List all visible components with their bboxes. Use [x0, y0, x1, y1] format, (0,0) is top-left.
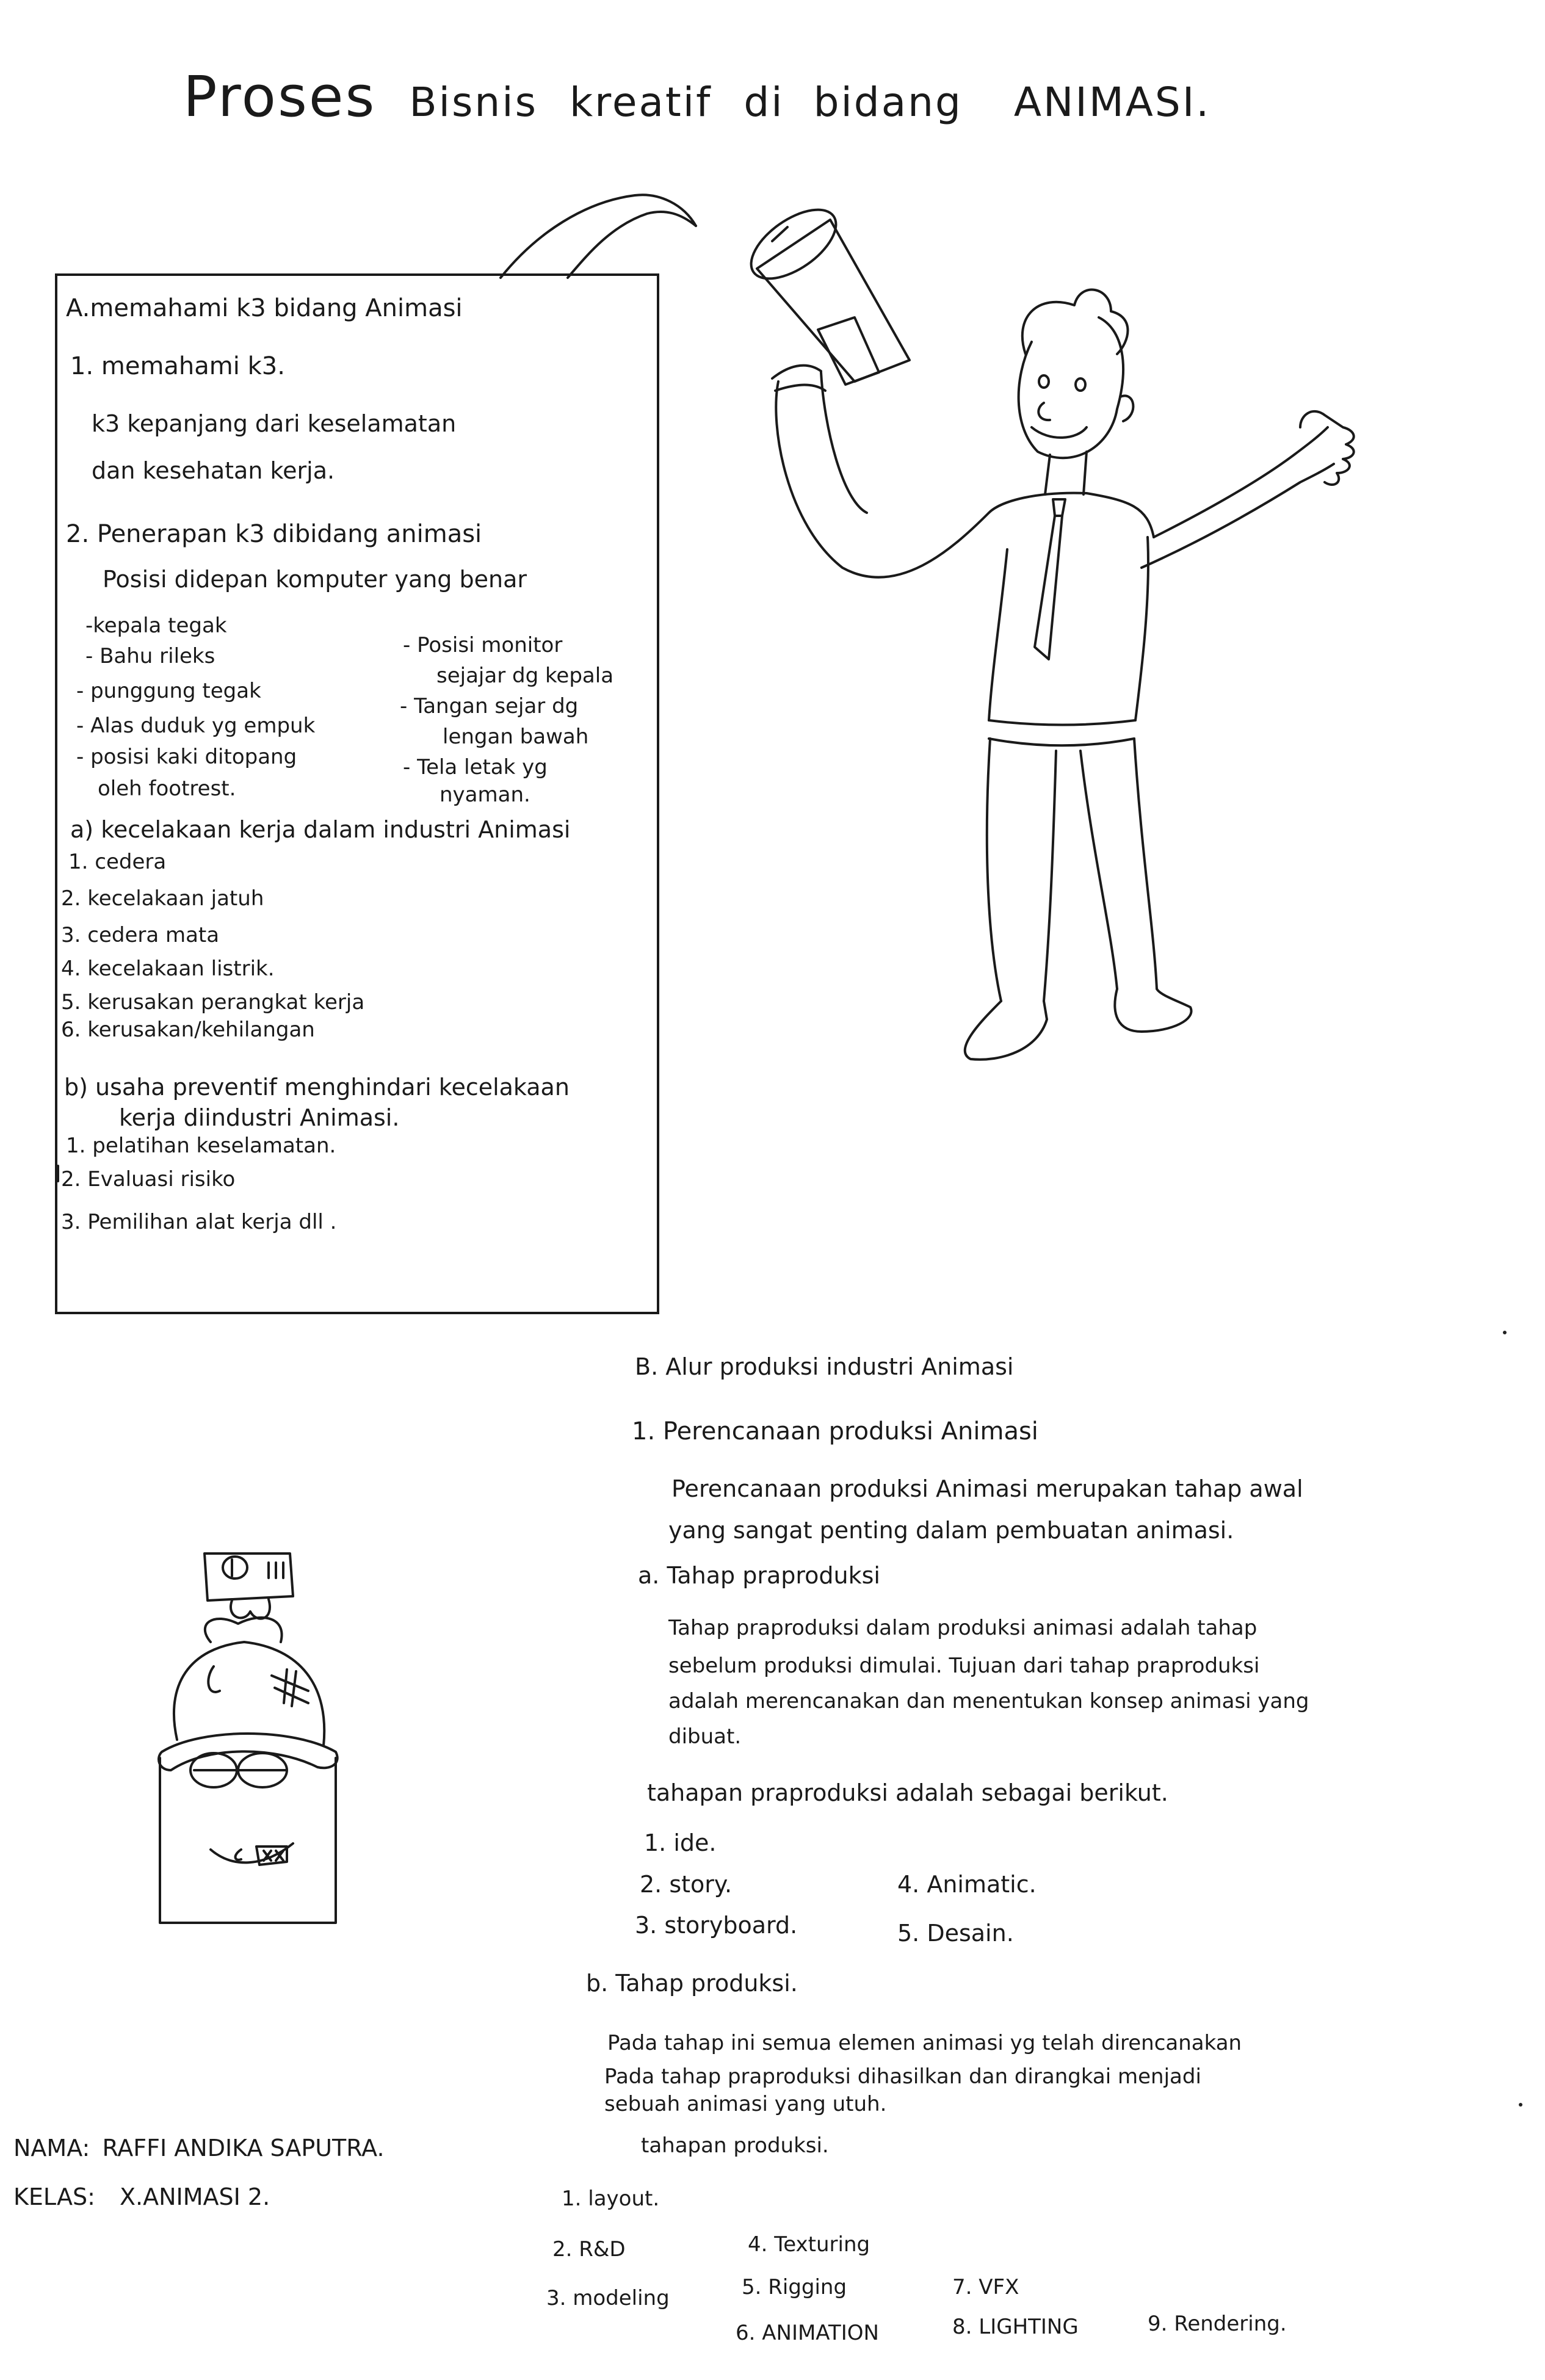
- prevention-item: 1. pelatihan keselamatan.: [66, 1134, 336, 1158]
- production-stages-line: tahapan produksi.: [641, 2133, 829, 2158]
- person-with-megaphone: [740, 196, 1354, 1059]
- planning-line2: yang sangat penting dalam pembuatan animasi.: [668, 1517, 1234, 1544]
- preproduction-line4: dibuat.: [668, 1724, 742, 1749]
- posture-left-item: - Bahu rileks: [85, 644, 215, 668]
- accident-item: 5. kerusakan perangkat kerja: [61, 990, 365, 1015]
- production-line3: sebuah animasi yang utuh.: [604, 2092, 887, 2116]
- section-b-heading: B. Alur produksi industri Animasi: [635, 1353, 1014, 1380]
- posture-right-item: lengan bawah: [443, 725, 589, 749]
- title-word-kreatif: kreatif: [569, 79, 712, 126]
- production-line2: Pada tahap praproduksi dihasilkan dan dirangkai menjadi: [604, 2064, 1201, 2089]
- preproduction-stages-line: tahapan praproduksi adalah sebagai berikut.: [647, 1779, 1168, 1806]
- posture-subheading: Posisi didepan komputer yang benar: [103, 566, 527, 593]
- prevention-heading-line1: b) usaha preventif menghindari kecelakaan: [64, 1074, 570, 1101]
- preproduction-heading: a. Tahap praproduksi: [638, 1562, 880, 1589]
- title-word-animasi: ANIMASI.: [1013, 79, 1211, 126]
- posture-left-item: - posisi kaki ditopang: [76, 745, 297, 769]
- posture-left-item: - Alas duduk yg empuk: [76, 714, 316, 738]
- preproduction-line3: adalah merencanakan dan menentukan konsep animasi yang: [668, 1689, 1309, 1713]
- production-stage: 1. layout.: [562, 2186, 660, 2211]
- accident-item: 3. cedera mata: [61, 923, 220, 947]
- class-label: KELAS:: [13, 2183, 95, 2210]
- posture-left-item: oleh footrest.: [98, 776, 236, 801]
- posture-left-item: -kepala tegak: [85, 613, 227, 638]
- accident-item: 4. kecelakaan listrik.: [61, 957, 275, 981]
- stray-dot: [1519, 2103, 1522, 2107]
- preproduction-line1: Tahap praproduksi dalam produksi animasi adalah tahap: [668, 1616, 1257, 1640]
- posture-left-item: - punggung tegak: [76, 679, 261, 703]
- posture-right-item: - Tela letak yg: [403, 755, 548, 779]
- production-stage: 7. VFX: [952, 2275, 1019, 2299]
- title-word-proses: Proses: [183, 64, 377, 129]
- accident-item: 6. kerusakan/kehilangan: [61, 1018, 315, 1042]
- production-stage: 4. Texturing: [748, 2232, 870, 2257]
- title-word-bisnis: Bisnis: [409, 79, 538, 126]
- posture-right-item: sejajar dg kepala: [436, 664, 614, 688]
- posture-right-item: - Posisi monitor: [403, 633, 563, 657]
- accident-item: 1. cedera: [68, 850, 167, 874]
- posture-right-item: - Tangan sejar dg: [400, 694, 579, 718]
- k3-definition-line2: dan kesehatan kerja.: [92, 457, 335, 484]
- production-stage: 9. Rendering.: [1148, 2312, 1287, 2336]
- production-stage: 2. R&D: [552, 2237, 626, 2262]
- production-stage: 5. Rigging: [742, 2275, 847, 2299]
- prevention-item: 2. Evaluasi risiko: [61, 1167, 236, 1192]
- title-word-di: di: [744, 79, 784, 126]
- k3-definition-line1: k3 kepanjang dari keselamatan: [92, 410, 457, 437]
- accident-heading: a) kecelakaan kerja dalam industri Animasi: [70, 816, 571, 843]
- prevention-item: 3. Pemilihan alat kerja dll .: [61, 1210, 337, 1234]
- bottle-character: [159, 1554, 338, 1923]
- name-label: NAMA:: [13, 2135, 90, 2161]
- production-line1: Pada tahap ini semua elemen animasi yg telah direncanakan: [607, 2031, 1242, 2055]
- prevention-heading-line2: kerja diindustri Animasi.: [119, 1104, 400, 1131]
- preproduction-line2: sebelum produksi dimulai. Tujuan dari tahap praproduksi: [668, 1654, 1260, 1678]
- class-value: X.ANIMASI 2.: [119, 2183, 270, 2210]
- production-heading: b. Tahap produksi.: [586, 1970, 798, 1997]
- preproduction-stage: 3. storyboard.: [635, 1912, 798, 1939]
- stray-dot: [1503, 1331, 1507, 1334]
- planning-heading: 1. Perencanaan produksi Animasi: [632, 1417, 1038, 1445]
- planning-line1: Perencanaan produksi Animasi merupakan tahap awal: [671, 1475, 1303, 1502]
- accident-item: 2. kecelakaan jatuh: [61, 886, 264, 911]
- section-a-heading: A.memahami k3 bidang Animasi: [66, 294, 463, 322]
- k3-application-heading: 2. Penerapan k3 dibidang animasi: [66, 520, 482, 548]
- production-stage: 6. ANIMATION: [736, 2321, 879, 2345]
- megaphone-icon: [740, 196, 910, 385]
- preproduction-stage: 4. Animatic.: [897, 1871, 1037, 1898]
- production-stage: 3. modeling: [546, 2286, 670, 2310]
- k3-heading: 1. memahami k3.: [70, 352, 285, 380]
- title-word-bidang: bidang: [813, 79, 963, 126]
- preproduction-stage: 1. ide.: [644, 1829, 717, 1856]
- preproduction-stage: 5. Desain.: [897, 1920, 1014, 1947]
- production-stage: 8. LIGHTING: [952, 2315, 1079, 2339]
- posture-right-item: nyaman.: [440, 783, 530, 807]
- name-value: RAFFI ANDIKA SAPUTRA.: [102, 2135, 385, 2161]
- preproduction-stage: 2. story.: [640, 1871, 733, 1898]
- speech-pointer: [501, 195, 696, 278]
